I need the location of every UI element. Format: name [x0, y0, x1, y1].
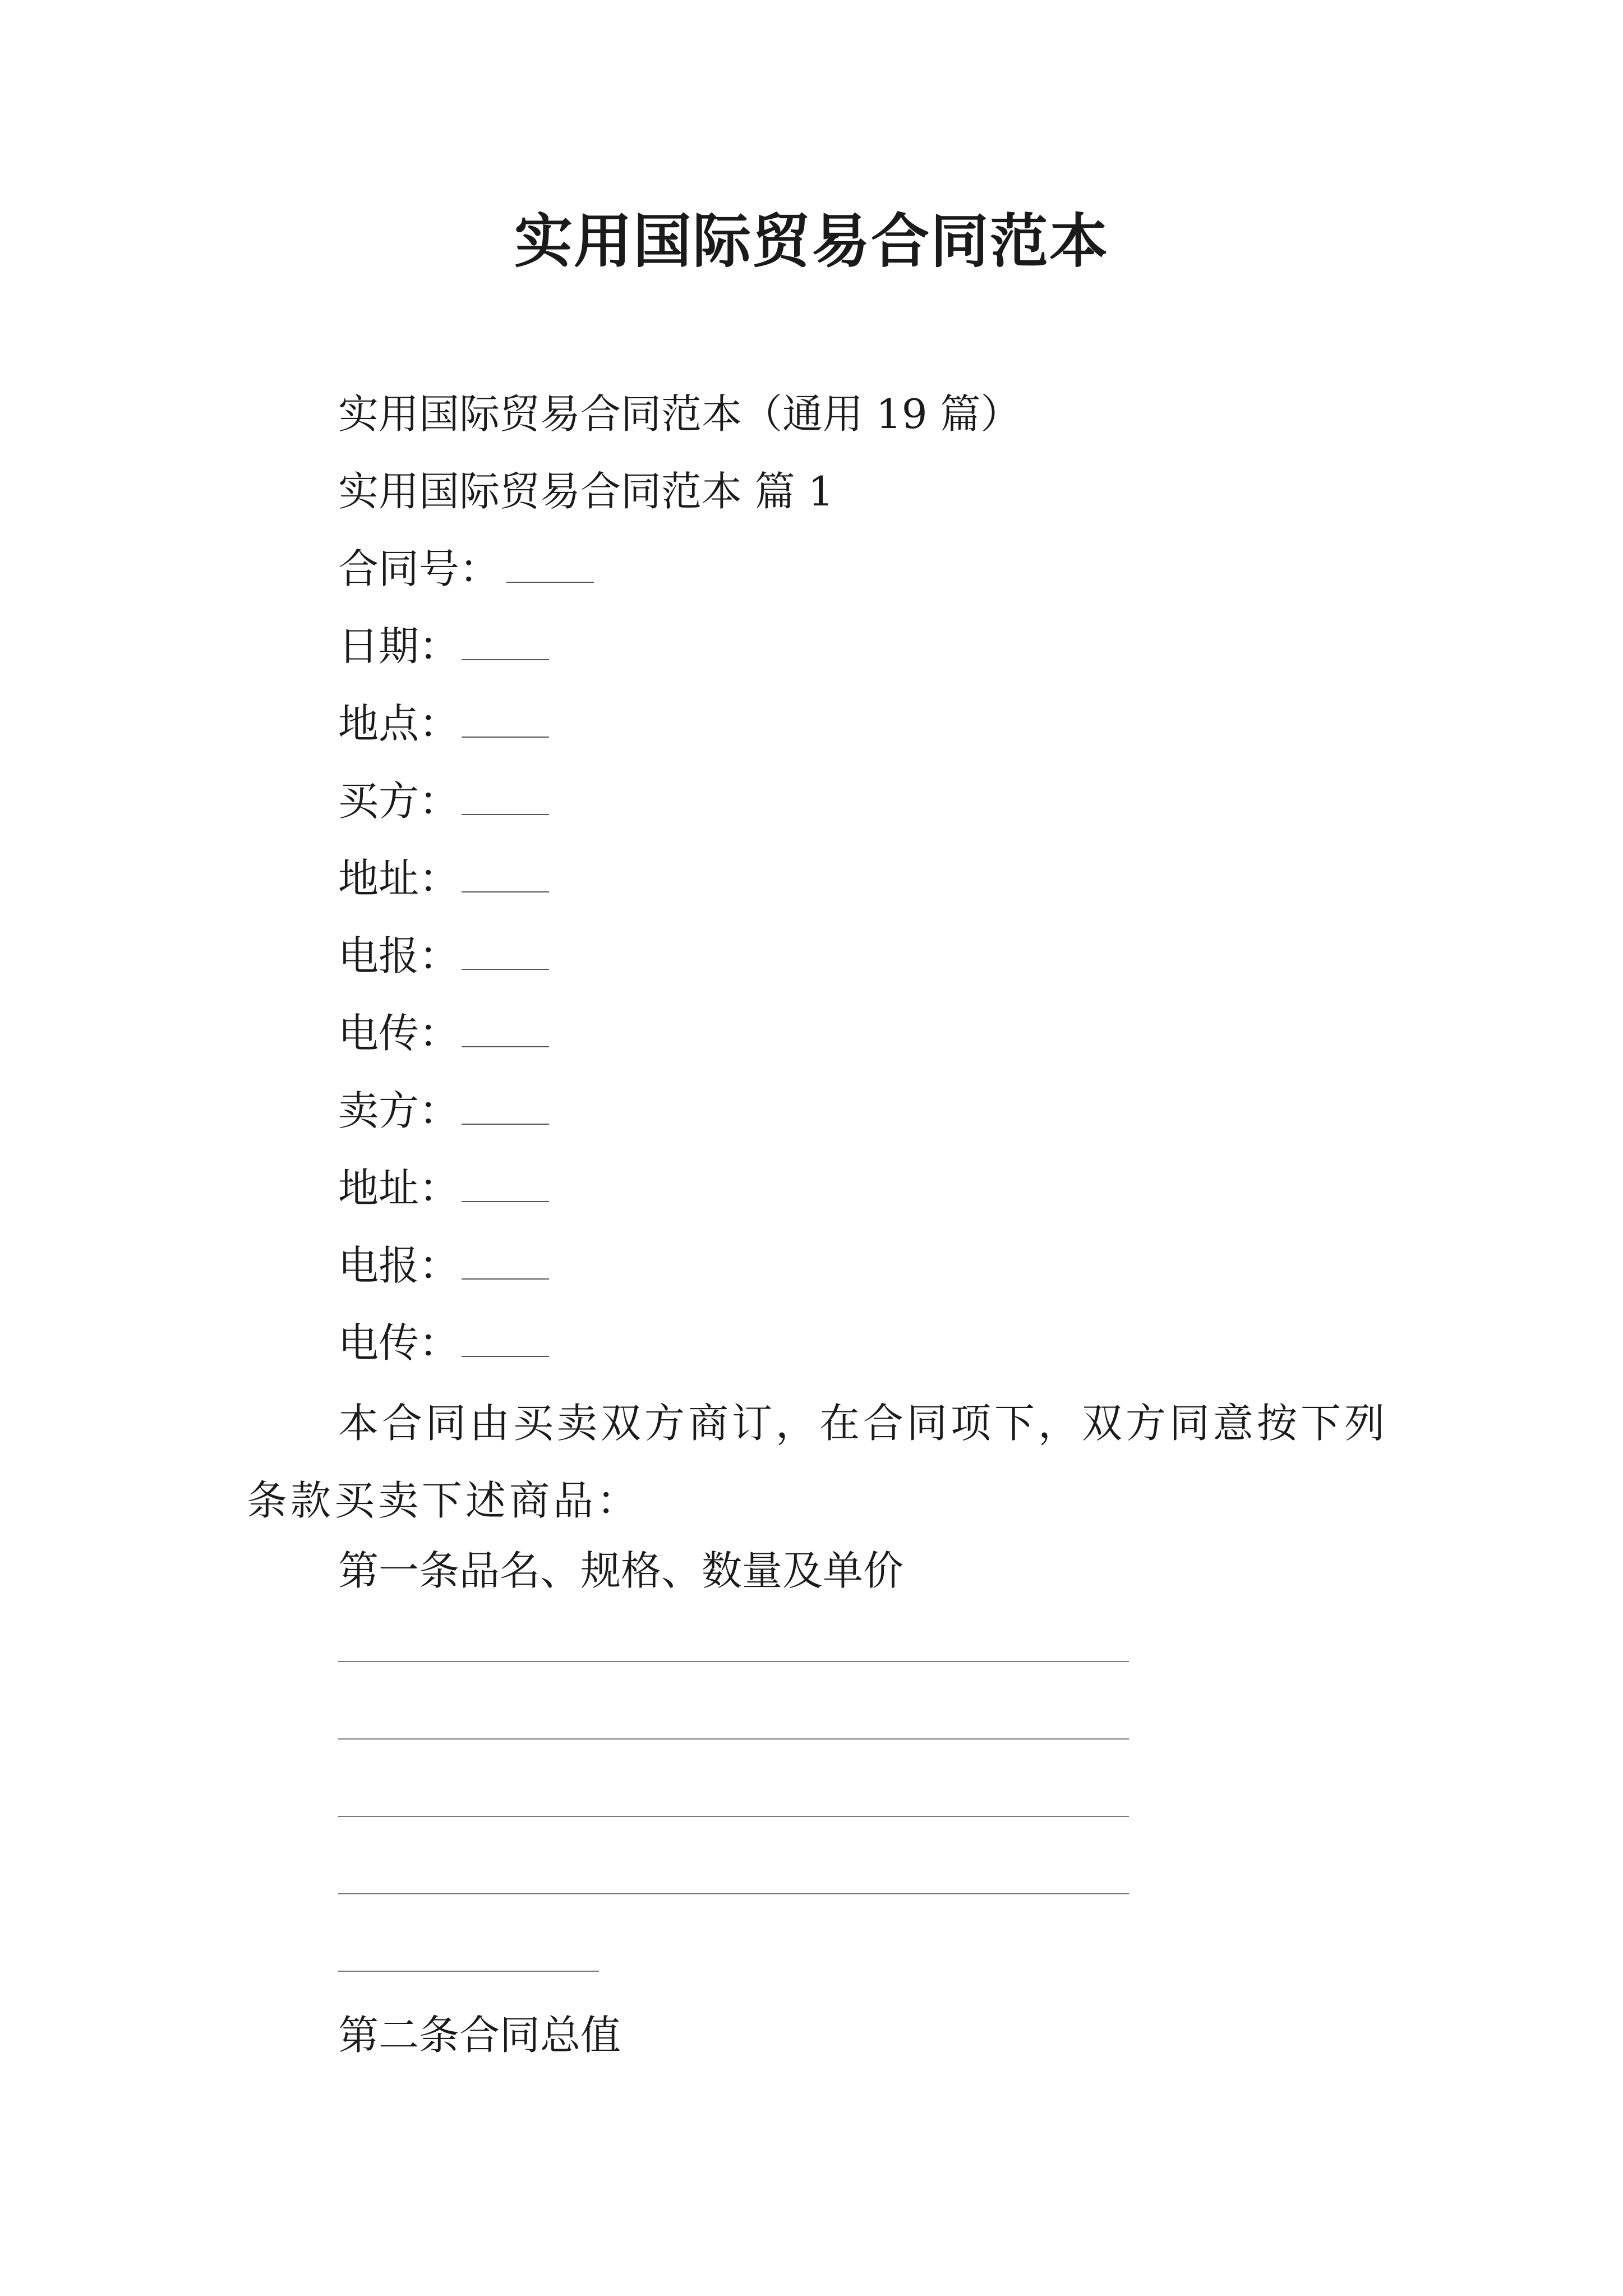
field-label: 合同号：: [338, 545, 500, 592]
field-label: 电传：: [338, 1319, 460, 1366]
blank-line: [462, 785, 549, 815]
field-buyer: [338, 770, 549, 832]
field-label: 地点：: [338, 700, 460, 747]
fill-in-rule: [338, 1661, 1129, 1662]
blank-line: [462, 1172, 549, 1202]
blank-line: [462, 1249, 549, 1280]
fill-in-rule: [338, 1893, 1129, 1894]
fill-in-rule: [338, 1971, 599, 1972]
blank-line: [506, 553, 594, 583]
fill-in-rule: [338, 1738, 1129, 1740]
field-seller-telex: [338, 1312, 549, 1374]
field-seller: [338, 1080, 549, 1142]
field-seller-telegram: [338, 1235, 549, 1296]
blank-line: [462, 940, 549, 970]
field-label: 地址：: [338, 855, 460, 902]
document-subtitle: 实用国际贸易合同范本（通用 19 篇）: [338, 390, 1021, 438]
article-1-heading: 第一条品名、规格、数量及单价: [338, 1547, 904, 1594]
document-title: 实用国际贸易合同范本: [514, 206, 1109, 275]
field-buyer-telegram: [338, 925, 549, 987]
field-label: 电报：: [338, 932, 460, 979]
field-date: [338, 615, 549, 677]
field-label: 电报：: [338, 1242, 460, 1289]
blank-line: [462, 630, 549, 660]
field-label: 卖方：: [338, 1087, 460, 1134]
blank-line: [462, 1094, 549, 1125]
blank-line: [462, 1017, 549, 1047]
field-label: 买方：: [338, 777, 460, 825]
intro-paragraph: 本合同由买卖双方商订，在合同项下，双方同意按下列条款买卖下述商品：: [247, 1400, 1389, 1524]
article-2-heading: 第二条合同总值: [338, 2012, 621, 2059]
section-heading: 实用国际贸易合同范本 篇 1: [338, 468, 834, 515]
field-buyer-telex: [338, 1002, 549, 1064]
field-contract-number: [338, 538, 594, 600]
blank-line: [462, 707, 549, 738]
field-buyer-address: [338, 848, 549, 909]
blank-line: [462, 862, 549, 892]
field-seller-address: [338, 1157, 549, 1219]
fill-in-rule: [338, 1816, 1129, 1817]
field-label: 地址：: [338, 1165, 460, 1212]
field-place: [338, 693, 549, 754]
blank-line: [462, 1327, 549, 1357]
field-label: 日期：: [338, 623, 460, 670]
field-label: 电传：: [338, 1010, 460, 1057]
